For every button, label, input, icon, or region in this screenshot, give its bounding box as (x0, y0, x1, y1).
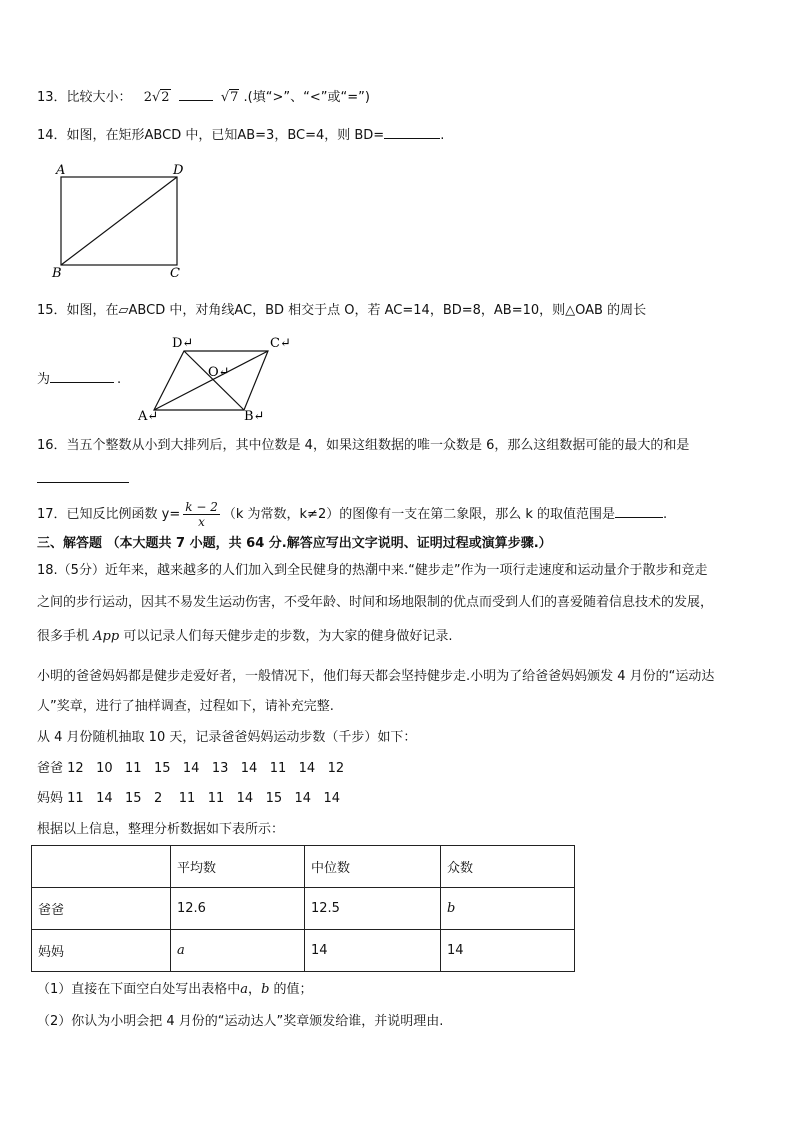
question-16: 16．当五个整数从小到大排列后，其中位数是 4，如果这组数据的唯一众数是 6，那么这组数据可能的最大的和是 (37, 438, 690, 453)
table-header-row (32, 846, 575, 888)
stats-table (31, 845, 575, 972)
parallelogram-figure (134, 330, 304, 425)
mom-data-row: 妈妈 11 14 15 2 11 11 14 15 14 14 (37, 791, 340, 806)
table-cell: 妈妈 (32, 930, 171, 972)
q15-answer-blank[interactable] (50, 370, 114, 383)
label-d: D↵ (172, 336, 194, 351)
label-b: B↵ (244, 409, 265, 424)
q13-rhs: √7 (220, 90, 239, 105)
question-13 (37, 88, 370, 107)
q13-hint: .(填“>”、“<”或“=”) (243, 90, 370, 105)
table-cell: b (441, 888, 575, 930)
table-cell: 12.6 (171, 888, 305, 930)
q18-line5: 人”奖章，进行了抽样调查，过程如下，请补充完整. (37, 699, 334, 714)
q13-lhs: 2√2 (143, 90, 170, 105)
app-word: App (93, 629, 120, 644)
q18-sub1: （1）直接在下面空白处写出表格中a，b 的值； (37, 982, 313, 997)
q14-text: 14．如图，在矩形ABCD 中，已知AB=3，BC=4，则 BD= (37, 128, 385, 143)
table-cell: 平均数 (171, 846, 305, 888)
q18-line6: 从 4 月份随机抽取 10 天，记录爸爸妈妈运动步数（千步）如下： (37, 730, 417, 745)
q18-line1: 18.（5分）近年来，越来越多的人们加入到全民健身的热潮中来.“健步走”作为一项行走速度和运动量介于散步和竞走 (37, 563, 708, 578)
diagonal-ac (154, 351, 268, 410)
q17-fraction: $\frac{k - 2}{x}$ (185, 500, 218, 529)
section-3-heading: 三、解答题 （本大题共 7 小题，共 64 分.解答应写出文字说明、证明过程或演算步骤.） (37, 536, 552, 551)
question-17: 17．已知反比例函数 y= $\frac{k - 2}{x}$ （k 为常数，k≠2）的图像有一支在第二象限，那么 k 的取值范围是 . (37, 500, 668, 529)
q13-answer-blank[interactable] (179, 88, 213, 101)
table-cell: 众数 (441, 846, 575, 888)
q18-sub2: （2）你认为小明会把 4 月份的“运动达人”奖章颁发给谁，并说明理由. (37, 1014, 444, 1029)
q18-line2: 之间的步行运动，因其不易发生运动伤害，不受年龄、时间和场地限制的优点而受到人们的喜爱随着信息技术的发展， (37, 595, 714, 610)
table-cell: 14 (305, 930, 441, 972)
q18-line3: 很多手机 App 可以记录人们每天健步走的步数，为大家的健身做好记录. (37, 629, 453, 644)
table-cell: 中位数 (305, 846, 441, 888)
question-15-line1: 15．如图，在▱ABCD 中，对角线AC，BD 相交于点 O，若 AC=14，BD=8，AB=10，则△OAB 的周长 (37, 303, 647, 318)
question-14: 14．如图，在矩形ABCD 中，已知AB=3，BC=4，则 BD= . (37, 128, 445, 143)
label-b: B (52, 266, 62, 280)
table-cell: 爸爸 (32, 888, 171, 930)
label-o: O↵ (208, 365, 230, 380)
dad-data-row: 爸爸 12 10 11 15 14 13 14 11 14 12 (37, 761, 345, 776)
label-d: D (173, 163, 184, 178)
table-cell: a (171, 930, 305, 972)
table-row (32, 888, 575, 930)
label-a: A↵ (138, 409, 159, 424)
diagonal-bd (61, 177, 177, 265)
question-16-answer-line (37, 470, 129, 489)
q18-line4: 小明的爸爸妈妈都是健步走爱好者，一般情况下，他们每天都会坚持健步走.小明为了给爸爸妈妈颁发 4 月份的“运动达 (37, 669, 715, 684)
table-row (32, 930, 575, 972)
table-cell: 12.5 (305, 888, 441, 930)
q14-answer-blank[interactable] (384, 126, 440, 139)
label-a: A (56, 163, 66, 178)
diagonal-bd (184, 351, 244, 410)
q13-prefix: 13．比较大小： (37, 90, 132, 105)
label-c: C (170, 266, 180, 280)
label-c: C↵ (270, 336, 291, 351)
rectangle-figure (48, 160, 198, 280)
question-15-line2: 为 . (37, 372, 122, 387)
q18-line9: 根据以上信息，整理分析数据如下表所示： (37, 822, 285, 837)
q17-answer-blank[interactable] (615, 505, 663, 518)
q16-answer-blank[interactable] (37, 470, 129, 483)
table-cell (32, 846, 171, 888)
table-cell: 14 (441, 930, 575, 972)
